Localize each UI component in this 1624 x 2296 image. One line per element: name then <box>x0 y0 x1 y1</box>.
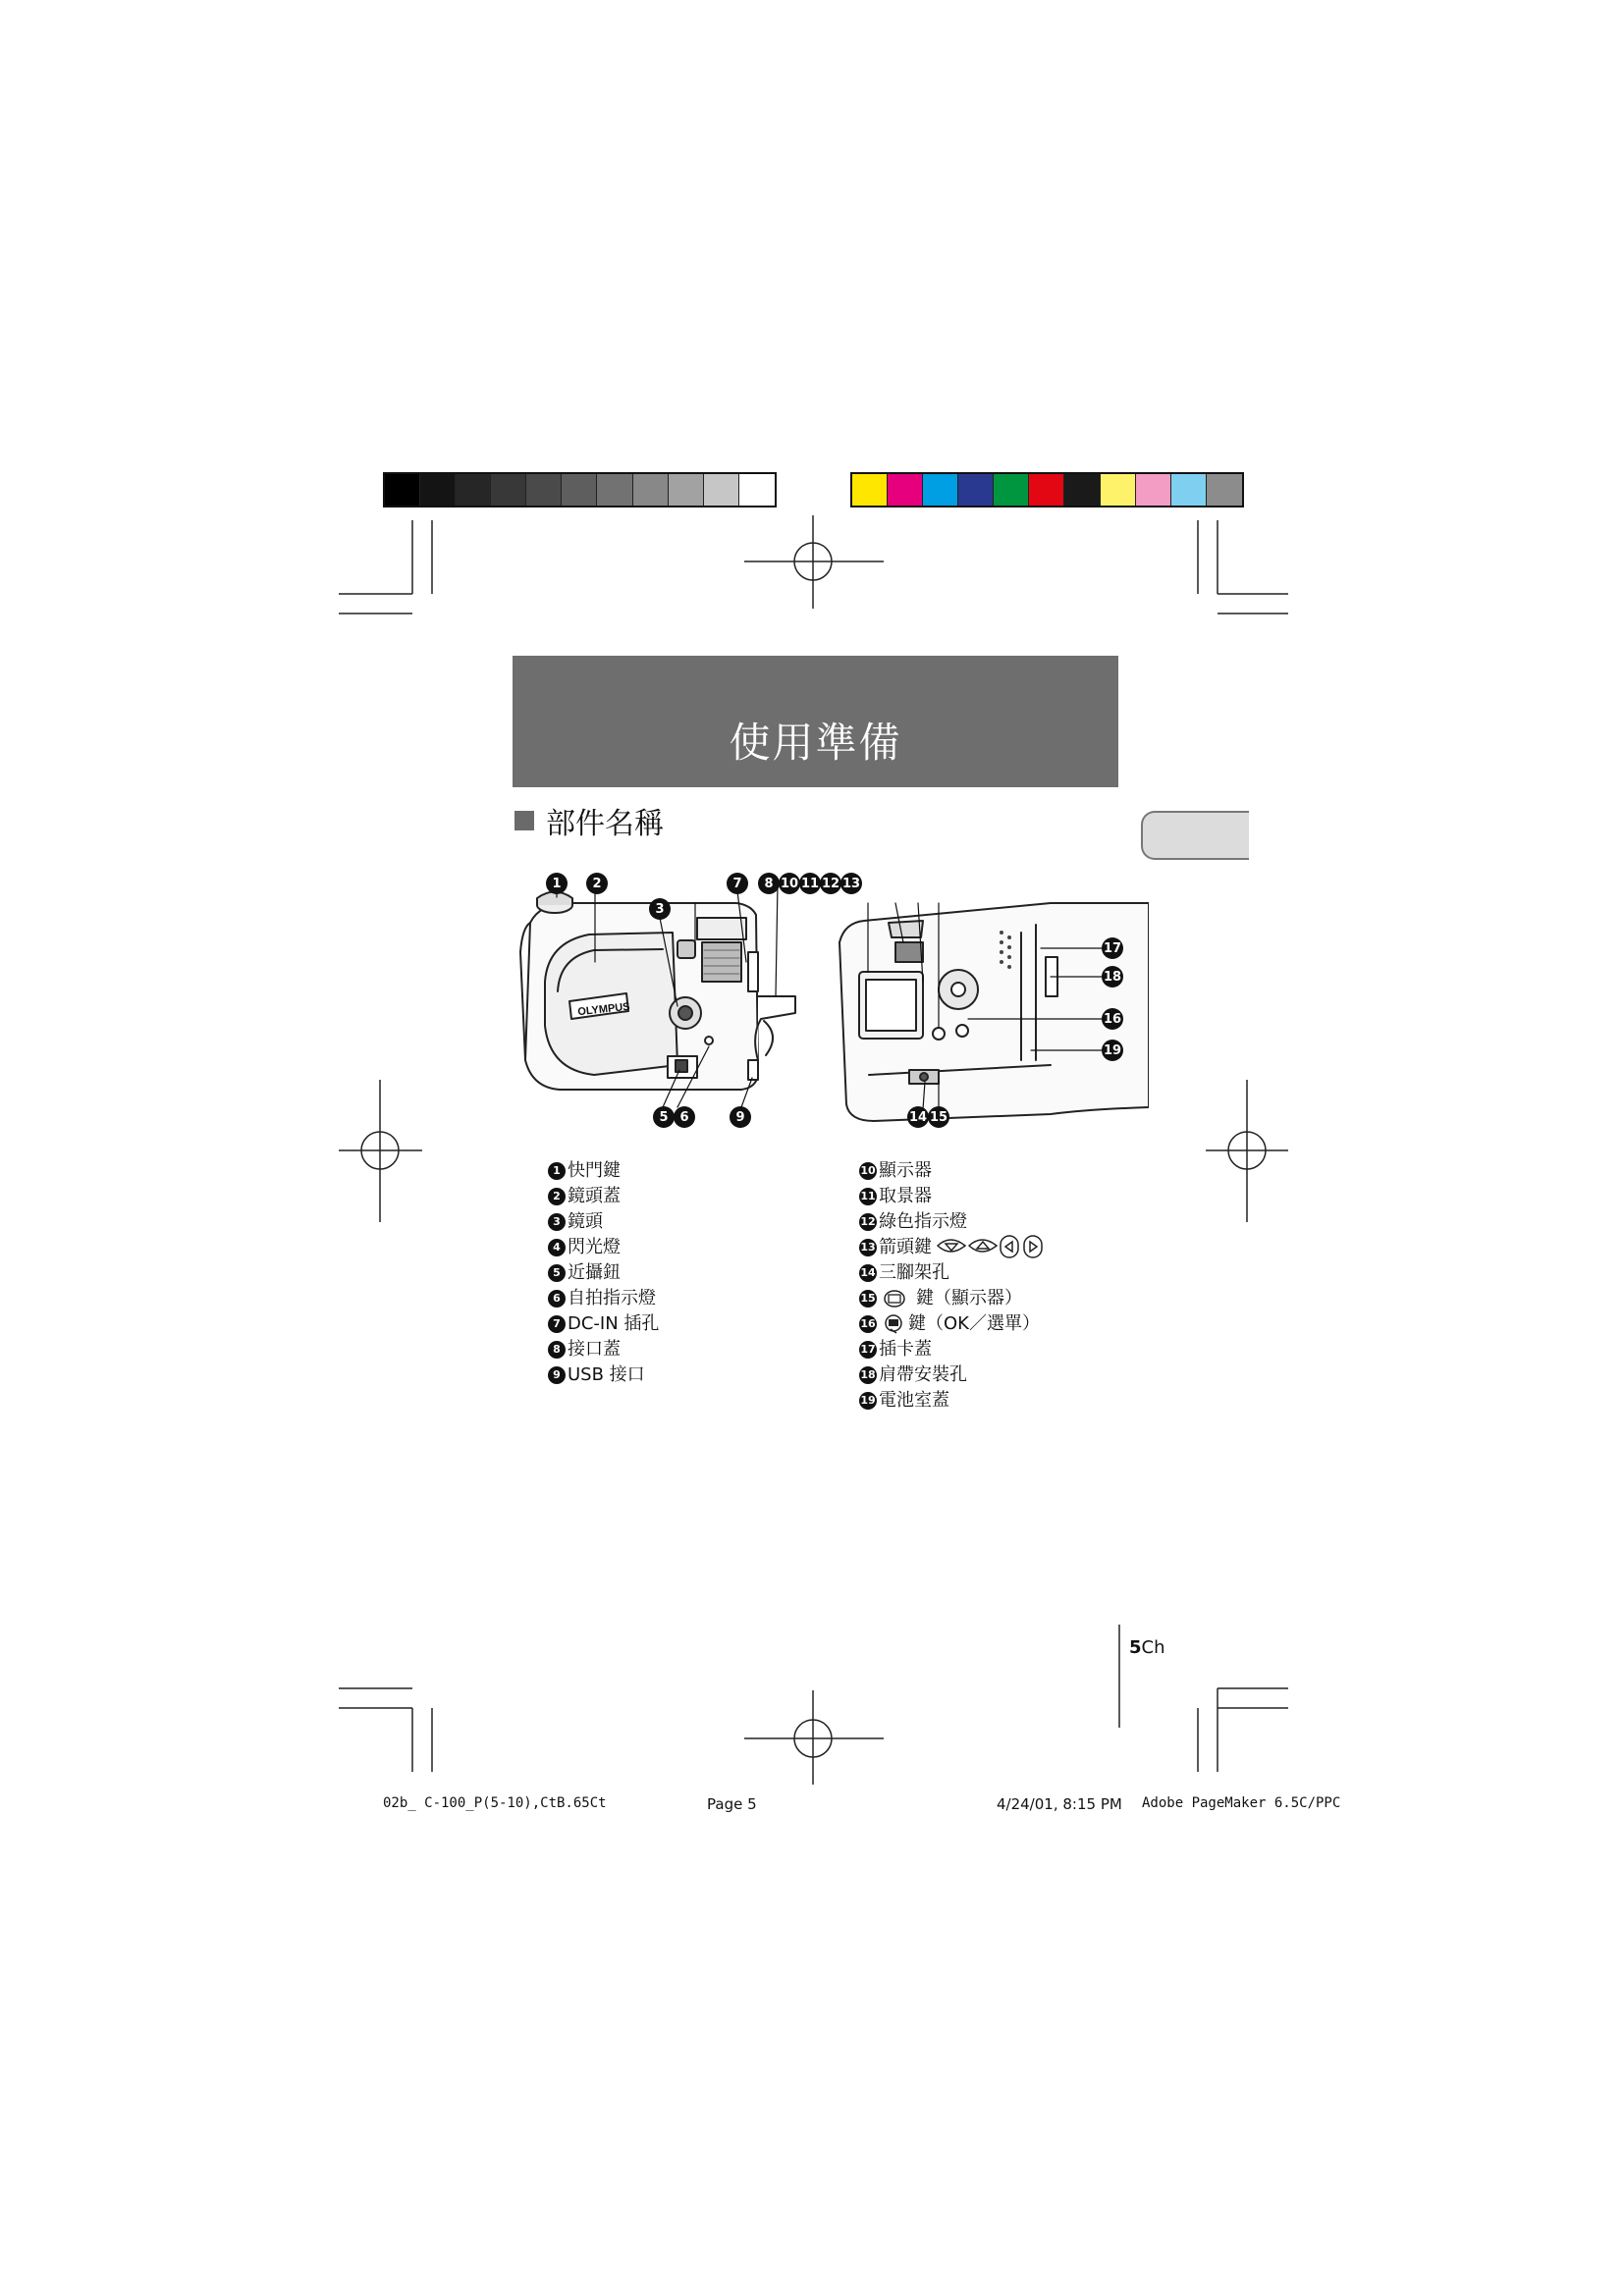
color-swatch <box>1207 474 1242 506</box>
color-bar <box>850 472 1244 507</box>
callout-1: 1 <box>546 873 568 894</box>
callout-7: 7 <box>727 873 748 894</box>
list-item: 3 鏡頭 <box>548 1209 659 1235</box>
callout-19: 19 <box>1102 1040 1123 1061</box>
color-swatch <box>1136 474 1171 506</box>
color-swatch <box>852 474 888 506</box>
color-swatch <box>420 474 456 506</box>
list-item: 1 快門鍵 <box>548 1158 659 1184</box>
section-heading <box>514 799 664 842</box>
camera-diagram <box>501 864 1149 1129</box>
ok-menu-button-icon <box>883 1313 904 1335</box>
color-swatch <box>739 474 775 506</box>
callout-15: 15 <box>928 1106 949 1128</box>
callout-13: 13 <box>840 873 862 894</box>
callout-8: 8 <box>758 873 780 894</box>
list-item: 19 電池室蓋 <box>860 1390 949 1411</box>
callout-17: 17 <box>1102 937 1123 959</box>
brand-label: OLYMPUS <box>576 1000 631 1019</box>
color-swatch <box>923 474 958 506</box>
callout-18: 18 <box>1102 966 1123 988</box>
color-swatch <box>1064 474 1100 506</box>
header-band <box>513 656 1118 787</box>
list-item: 9 USB 接口 <box>548 1362 659 1388</box>
list-item: 6 自拍指示燈 <box>548 1286 659 1311</box>
callout-5: 5 <box>653 1106 675 1128</box>
callout-14: 14 <box>907 1106 929 1128</box>
list-item: 16 鍵（OK／選單） <box>860 1313 1040 1334</box>
parts-list-left <box>548 1158 659 1388</box>
color-swatch <box>633 474 669 506</box>
page-number: 5Ch <box>1129 1637 1165 1658</box>
footer-file: 02b_ C-100_P(5-10),CtB.65Ct <box>383 1795 607 1811</box>
footer-date: 4/24/01, 8:15 PM <box>997 1795 1122 1813</box>
color-swatch <box>385 474 420 506</box>
list-item: 2 鏡頭蓋 <box>548 1184 659 1209</box>
color-swatch <box>1171 474 1207 506</box>
footer-app: Adobe PageMaker 6.5C/PPC <box>1142 1795 1341 1811</box>
list-item: 7 DC-IN 插孔 <box>548 1311 659 1337</box>
color-swatch <box>597 474 632 506</box>
list-item: 4 閃光燈 <box>548 1235 659 1260</box>
color-swatch <box>888 474 923 506</box>
section-title: 部件名稱 <box>546 807 664 841</box>
list-item: 11 取景器 <box>860 1186 932 1206</box>
callout-12: 12 <box>820 873 841 894</box>
color-swatch <box>1029 474 1064 506</box>
list-item: 18 肩帶安裝孔 <box>860 1364 967 1385</box>
front-camera-drawing <box>520 892 795 1091</box>
callout-6: 6 <box>674 1106 695 1128</box>
list-item: 17 插卡蓋 <box>860 1339 932 1360</box>
color-swatch <box>562 474 597 506</box>
color-swatch <box>1101 474 1136 506</box>
grayscale-bar <box>383 472 777 507</box>
arrow-keys-icon <box>936 1234 1046 1261</box>
list-item: 15 鍵（顯示器） <box>860 1288 1022 1308</box>
callout-10: 10 <box>779 873 800 894</box>
footer-page: Page 5 <box>707 1795 757 1813</box>
list-item: 13 箭頭鍵 <box>859 1235 1050 1260</box>
color-swatch <box>669 474 704 506</box>
monitor-button-icon <box>883 1289 906 1308</box>
color-swatch <box>958 474 994 506</box>
callout-3: 3 <box>649 898 671 920</box>
chapter-tab <box>1141 811 1249 860</box>
color-swatch <box>456 474 491 506</box>
callout-11: 11 <box>799 873 821 894</box>
section-square-icon <box>514 811 534 830</box>
callout-2: 2 <box>586 873 608 894</box>
color-swatch <box>526 474 562 506</box>
color-swatch <box>994 474 1029 506</box>
list-item: 14 三腳架孔 <box>860 1262 949 1283</box>
list-item: 12 綠色指示燈 <box>860 1211 967 1232</box>
list-item: 8 接口蓋 <box>548 1337 659 1362</box>
callout-9: 9 <box>730 1106 751 1128</box>
list-item: 5 近攝鈕 <box>548 1260 659 1286</box>
parts-list-right <box>859 1158 1050 1414</box>
page-title: 使用準備 <box>729 719 902 767</box>
back-camera-drawing <box>839 903 1149 1121</box>
color-swatch <box>491 474 526 506</box>
callout-16: 16 <box>1102 1008 1123 1030</box>
list-item: 10 顯示器 <box>860 1160 932 1181</box>
color-swatch <box>704 474 739 506</box>
